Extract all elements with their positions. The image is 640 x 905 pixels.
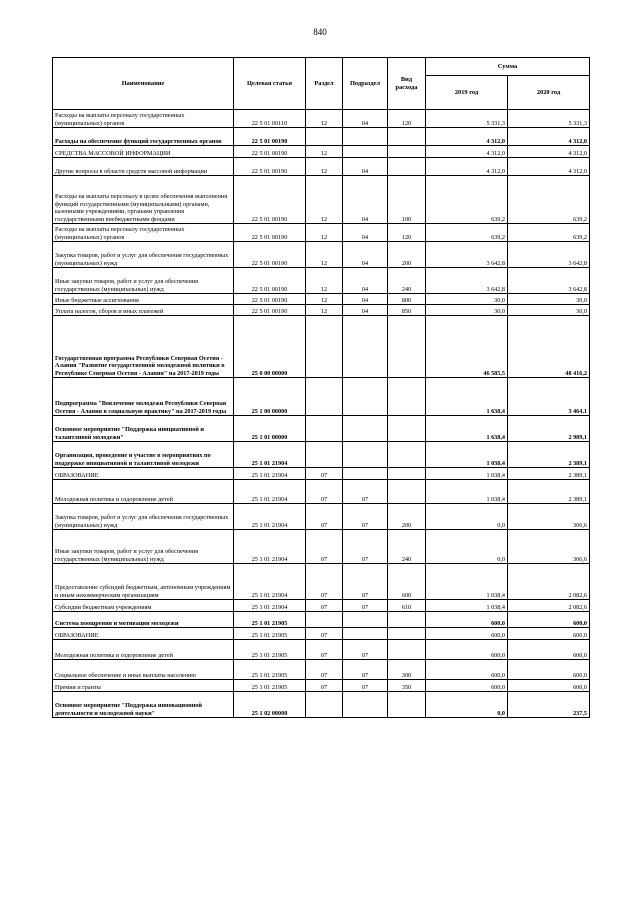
row-sum-2020: 5 331,3 [508, 110, 590, 128]
row-subsection: 04 [343, 110, 388, 128]
row-target-code: 25 1 01 21905 [234, 628, 306, 640]
row-section: 12 [306, 224, 343, 242]
row-section: 07 [306, 680, 343, 692]
row-target-code: 25 1 01 21904 [234, 530, 306, 564]
row-sum-2019: 639,2 [426, 176, 508, 224]
table-row [53, 600, 590, 612]
row-section [306, 612, 343, 628]
row-name: Иные закупки товаров, работ и услуг для обеспечения государственных (муниципальных) нужд [53, 530, 234, 564]
row-sum-2020: 30,0 [508, 294, 590, 305]
table-row [53, 612, 590, 628]
header-2020: 2020 год [508, 76, 590, 110]
row-name: Основное мероприятие "Поддержка инновационной деятельности и молодежной науки" [53, 692, 234, 718]
row-sum-2020: 600,0 [508, 628, 590, 640]
row-name: Расходы на обеспечение функций государственных органов [53, 128, 234, 146]
row-name: ОБРАЗОВАНИЕ [53, 628, 234, 640]
row-sum-2019: 30,0 [426, 294, 508, 305]
row-sum-2019: 639,2 [426, 224, 508, 242]
row-expense-type: 240 [388, 530, 426, 564]
row-sum-2019: 1 038,4 [426, 480, 508, 504]
row-expense-type [388, 158, 426, 176]
header-subsection: Подраздел [343, 58, 388, 110]
row-expense-type [388, 640, 426, 660]
row-target-code: 25 1 01 21904 [234, 442, 306, 468]
row-sum-2020: 2 389,1 [508, 442, 590, 468]
row-subsection: 07 [343, 600, 388, 612]
row-sum-2020: 30,0 [508, 305, 590, 316]
row-section: 07 [306, 480, 343, 504]
row-sum-2020: 306,6 [508, 530, 590, 564]
table-row [53, 268, 590, 294]
row-expense-type: 200 [388, 504, 426, 530]
table-row [53, 564, 590, 600]
row-subsection: 07 [343, 504, 388, 530]
row-section: 12 [306, 110, 343, 128]
row-expense-type: 240 [388, 268, 426, 294]
row-name: Социальное обеспечение и иные выплаты населению [53, 660, 234, 680]
table-row [53, 294, 590, 305]
row-sum-2019: 1 038,4 [426, 442, 508, 468]
row-sum-2019: 5 331,3 [426, 110, 508, 128]
row-section: 12 [306, 305, 343, 316]
header-name: Наименование [53, 58, 234, 110]
row-subsection [343, 316, 388, 378]
row-section [306, 416, 343, 442]
row-target-code: 25 1 01 21904 [234, 504, 306, 530]
row-expense-type: 850 [388, 305, 426, 316]
row-section: 12 [306, 242, 343, 268]
row-target-code: 22 5 01 00190 [234, 158, 306, 176]
row-subsection: 04 [343, 268, 388, 294]
row-sum-2020: 4 312,0 [508, 158, 590, 176]
row-name: СРЕДСТВА МАССОВОЙ ИНФОРМАЦИИ [53, 146, 234, 158]
row-sum-2020: 600,0 [508, 640, 590, 660]
row-subsection [343, 128, 388, 146]
row-sum-2020: 2 389,1 [508, 468, 590, 480]
row-expense-type: 350 [388, 680, 426, 692]
row-target-code: 22 5 01 00190 [234, 128, 306, 146]
row-name: Премии и гранты [53, 680, 234, 692]
row-target-code: 25 1 02 00000 [234, 692, 306, 718]
row-name: Государственная программа Республики Северная Осетия - Алания "Развитие государственной молодежной политики в Республике Северная Осетия - Алания" на 2017-2019 годы [53, 316, 234, 378]
row-expense-type [388, 146, 426, 158]
row-sum-2019: 600,0 [426, 640, 508, 660]
row-subsection: 07 [343, 680, 388, 692]
row-section: 12 [306, 158, 343, 176]
table-row [53, 628, 590, 640]
row-sum-2019: 600,0 [426, 612, 508, 628]
row-subsection [343, 628, 388, 640]
row-target-code: 25 1 01 00000 [234, 416, 306, 442]
row-subsection [343, 146, 388, 158]
row-section: 12 [306, 146, 343, 158]
row-name: Иные закупки товаров, работ и услуг для обеспечения государственных (муниципальных) нужд [53, 268, 234, 294]
header-sum: Сумма [426, 58, 590, 76]
row-target-code: 22 5 01 00190 [234, 305, 306, 316]
row-sum-2019: 600,0 [426, 660, 508, 680]
page-number: 840 [313, 27, 327, 37]
row-subsection: 07 [343, 640, 388, 660]
header-section: Раздел [306, 58, 343, 110]
row-sum-2020: 600,0 [508, 680, 590, 692]
table-row [53, 146, 590, 158]
row-expense-type [388, 612, 426, 628]
row-sum-2020: 600,0 [508, 660, 590, 680]
row-sum-2019: 46 585,5 [426, 316, 508, 378]
row-section [306, 316, 343, 378]
row-subsection [343, 468, 388, 480]
row-section: 07 [306, 640, 343, 660]
row-target-code: 25 1 01 21905 [234, 640, 306, 660]
row-name: Расходы на выплаты персоналу государственных (муниципальных) органов [53, 224, 234, 242]
table-row [53, 158, 590, 176]
row-sum-2020: 600,0 [508, 612, 590, 628]
row-sum-2020: 4 312,0 [508, 128, 590, 146]
row-subsection: 04 [343, 224, 388, 242]
row-subsection: 04 [343, 242, 388, 268]
row-name: Закупка товаров, работ и услуг для обеспечения государственных (муниципальных) нужд [53, 242, 234, 268]
row-name: Организация, проведение и участие в мероприятиях по поддержке инициативной и талантливой молодежи [53, 442, 234, 468]
row-sum-2020: 3 642,8 [508, 268, 590, 294]
table-row [53, 378, 590, 416]
row-section: 07 [306, 468, 343, 480]
row-sum-2019: 0,0 [426, 504, 508, 530]
row-sum-2020: 2 989,1 [508, 416, 590, 442]
row-expense-type [388, 628, 426, 640]
row-expense-type: 100 [388, 176, 426, 224]
row-name: Иные бюджетные ассигнования [53, 294, 234, 305]
header-expense-type: Вид расхода [388, 58, 426, 110]
row-sum-2020: 48 416,2 [508, 316, 590, 378]
row-name: Субсидии бюджетным учреждениям [53, 600, 234, 612]
row-subsection: 07 [343, 564, 388, 600]
row-sum-2019: 4 312,0 [426, 146, 508, 158]
row-sum-2019: 1 638,4 [426, 416, 508, 442]
row-name: Молодежная политика и оздоровление детей [53, 480, 234, 504]
row-target-code: 25 1 01 21904 [234, 468, 306, 480]
row-expense-type [388, 480, 426, 504]
row-sum-2019: 1 038,4 [426, 600, 508, 612]
table-row [53, 128, 590, 146]
table-row [53, 110, 590, 128]
row-section: 07 [306, 660, 343, 680]
row-target-code: 25 1 00 00000 [234, 378, 306, 416]
row-subsection: 07 [343, 480, 388, 504]
table-row [53, 416, 590, 442]
row-sum-2019: 1 038,4 [426, 468, 508, 480]
row-subsection: 07 [343, 660, 388, 680]
row-target-code: 22 5 01 00110 [234, 110, 306, 128]
row-expense-type: 300 [388, 660, 426, 680]
row-name: Подпрограмма "Вовлечение молодежи Республики Северная Осетия - Алания в социальную практику" на 2017-2019 годы [53, 378, 234, 416]
row-sum-2020: 3 464,1 [508, 378, 590, 416]
row-subsection: 04 [343, 294, 388, 305]
row-target-code: 25 1 01 21905 [234, 680, 306, 692]
row-subsection [343, 612, 388, 628]
row-expense-type [388, 316, 426, 378]
row-section: 07 [306, 600, 343, 612]
row-target-code: 25 1 01 21904 [234, 600, 306, 612]
row-sum-2019: 1 038,4 [426, 564, 508, 600]
table-row [53, 176, 590, 224]
row-expense-type: 600 [388, 564, 426, 600]
table-row [53, 224, 590, 242]
row-expense-type [388, 378, 426, 416]
row-subsection: 04 [343, 176, 388, 224]
row-expense-type [388, 442, 426, 468]
row-name: Расходы на выплаты персоналу государственных (муниципальных) органов [53, 110, 234, 128]
row-sum-2020: 4 312,0 [508, 146, 590, 158]
row-subsection: 04 [343, 158, 388, 176]
row-expense-type [388, 692, 426, 718]
row-expense-type: 120 [388, 224, 426, 242]
row-section: 07 [306, 628, 343, 640]
row-target-code: 22 5 01 00190 [234, 176, 306, 224]
row-sum-2020: 2 082,6 [508, 600, 590, 612]
row-name: Молодежная политика и оздоровление детей [53, 640, 234, 660]
row-sum-2019: 600,0 [426, 628, 508, 640]
row-name: Другие вопросы в области средств массовой информации [53, 158, 234, 176]
row-subsection: 04 [343, 305, 388, 316]
row-name: Предоставление субсидий бюджетным, автономным учреждениям и иным некоммерческим организациям [53, 564, 234, 600]
row-sum-2020: 2 389,1 [508, 480, 590, 504]
row-sum-2020: 2 082,6 [508, 564, 590, 600]
row-section: 12 [306, 176, 343, 224]
row-expense-type: 200 [388, 242, 426, 268]
row-target-code: 25 1 01 21905 [234, 660, 306, 680]
budget-table [52, 57, 590, 718]
row-subsection: 07 [343, 530, 388, 564]
table-row [53, 442, 590, 468]
row-target-code: 22 5 01 00190 [234, 294, 306, 305]
row-name: Основное мероприятие "Поддержка инициативной и талантливой молодежи" [53, 416, 234, 442]
table-row [53, 530, 590, 564]
row-section: 12 [306, 268, 343, 294]
table-row [53, 305, 590, 316]
row-section [306, 378, 343, 416]
row-expense-type [388, 468, 426, 480]
row-subsection [343, 378, 388, 416]
table-row [53, 660, 590, 680]
table-row [53, 242, 590, 268]
row-subsection [343, 442, 388, 468]
table-row [53, 640, 590, 660]
row-section [306, 692, 343, 718]
row-expense-type: 120 [388, 110, 426, 128]
row-expense-type [388, 128, 426, 146]
row-target-code: 25 1 01 21905 [234, 612, 306, 628]
row-section: 07 [306, 530, 343, 564]
row-subsection [343, 692, 388, 718]
row-sum-2019: 600,0 [426, 680, 508, 692]
row-expense-type: 610 [388, 600, 426, 612]
row-name: Закупка товаров, работ и услуг для обеспечения государственных (муниципальных) нужд [53, 504, 234, 530]
table-row [53, 680, 590, 692]
table-row [53, 692, 590, 718]
row-target-code: 22 5 01 00190 [234, 242, 306, 268]
row-sum-2020: 639,2 [508, 176, 590, 224]
row-target-code: 22 5 01 00190 [234, 224, 306, 242]
row-sum-2019: 3 642,8 [426, 268, 508, 294]
row-target-code: 22 5 01 00190 [234, 146, 306, 158]
row-sum-2019: 0,0 [426, 692, 508, 718]
row-target-code: 25 1 01 21904 [234, 564, 306, 600]
row-sum-2019: 1 638,4 [426, 378, 508, 416]
table-row [53, 480, 590, 504]
row-sum-2020: 306,6 [508, 504, 590, 530]
row-section: 12 [306, 294, 343, 305]
row-target-code: 25 1 01 21904 [234, 480, 306, 504]
row-name: Расходы на выплаты персоналу в целях обеспечения выполнения функций государственными (муниципальными) органами, казенными учреждениями, органами управления государственными внебюджетными фондами [53, 176, 234, 224]
row-target-code: 25 0 00 00000 [234, 316, 306, 378]
row-section [306, 442, 343, 468]
row-sum-2020: 3 642,8 [508, 242, 590, 268]
row-target-code: 22 5 01 00190 [234, 268, 306, 294]
row-sum-2019: 4 312,0 [426, 128, 508, 146]
row-name: ОБРАЗОВАНИЕ [53, 468, 234, 480]
row-sum-2020: 639,2 [508, 224, 590, 242]
row-name: Уплата налогов, сборов и иных платежей [53, 305, 234, 316]
row-sum-2020: 237,5 [508, 692, 590, 718]
row-section: 07 [306, 564, 343, 600]
row-expense-type [388, 416, 426, 442]
row-subsection [343, 416, 388, 442]
row-sum-2019: 0,0 [426, 530, 508, 564]
row-name: Система поощрения и мотивации молодежи [53, 612, 234, 628]
header-target: Целевая статья [234, 58, 306, 110]
header-2019: 2019 год [426, 76, 508, 110]
table-row [53, 468, 590, 480]
row-section: 07 [306, 504, 343, 530]
table-row [53, 504, 590, 530]
row-expense-type: 800 [388, 294, 426, 305]
row-sum-2019: 3 642,8 [426, 242, 508, 268]
table-row [53, 316, 590, 378]
row-section [306, 128, 343, 146]
row-sum-2019: 30,0 [426, 305, 508, 316]
row-sum-2019: 4 312,0 [426, 158, 508, 176]
